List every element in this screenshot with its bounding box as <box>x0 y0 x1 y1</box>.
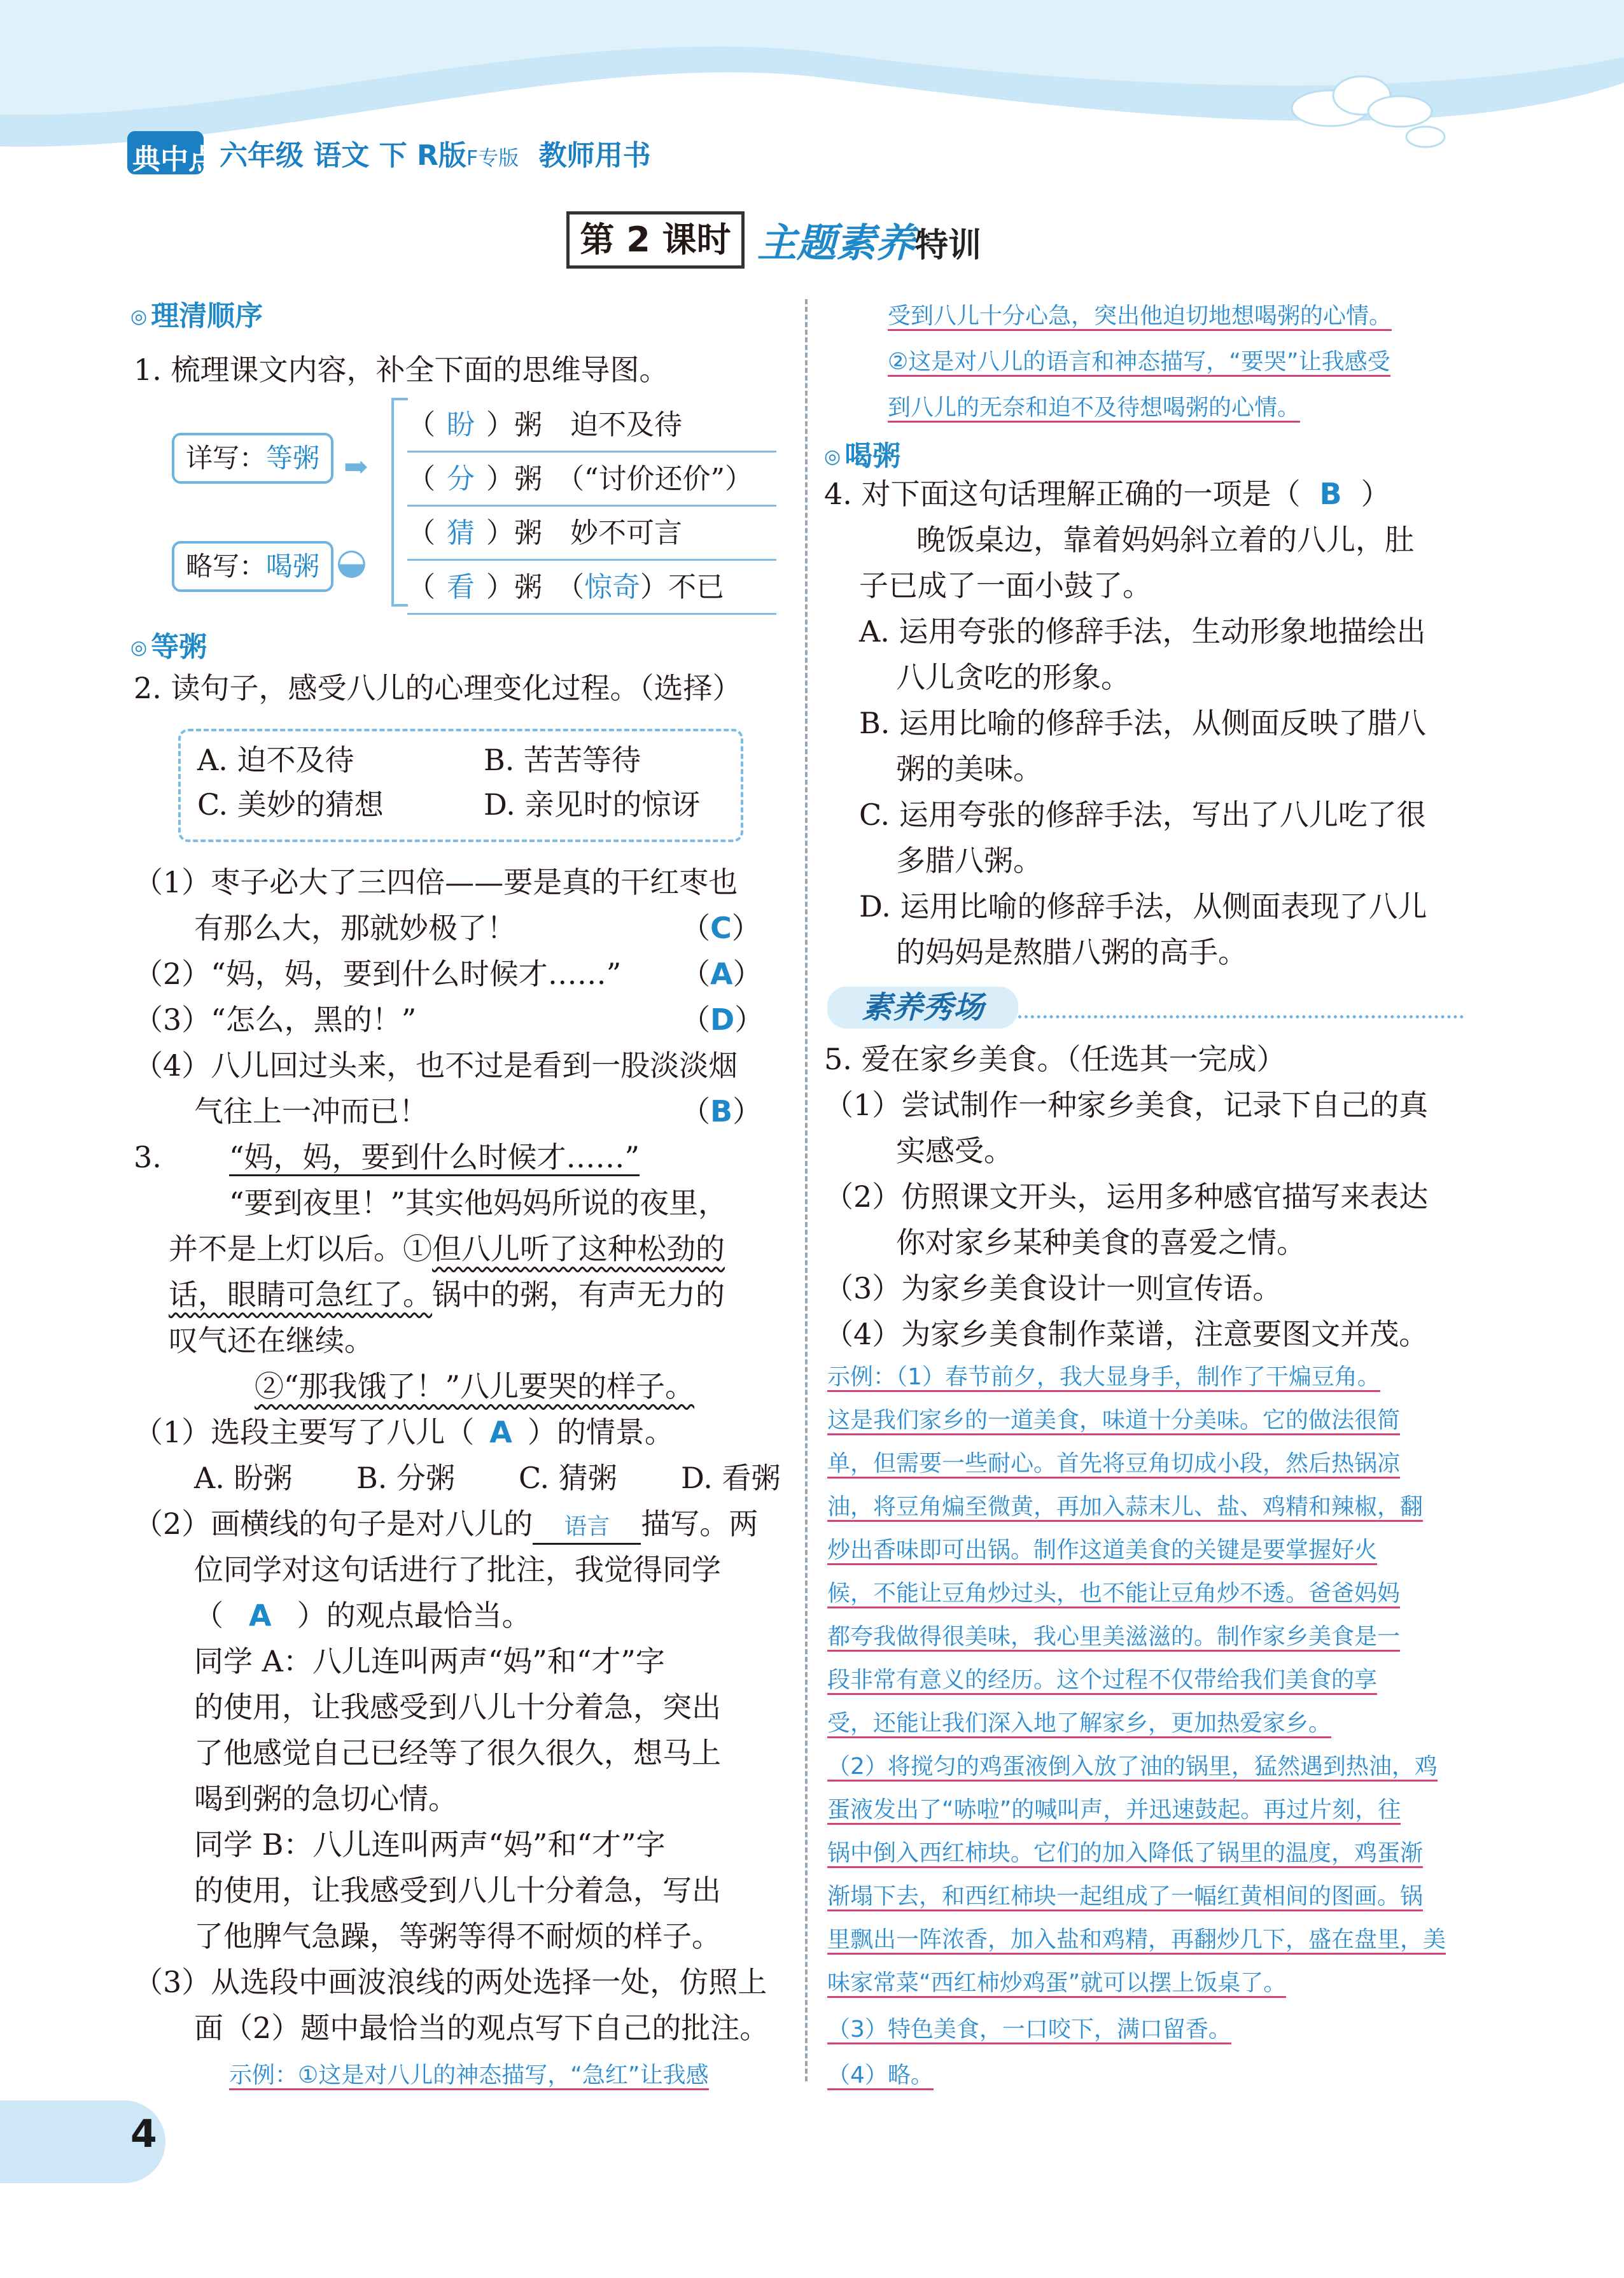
brand-logo-text: 典中点 <box>132 143 216 176</box>
mindmap-answer: 猜 <box>447 517 475 549</box>
mindmap-answer: 盼 <box>447 409 475 441</box>
banner-dotted-line <box>1018 1015 1464 1018</box>
handwritten-answer: 炒出香味即可出锅。制作这道美食的关键是要掌握好火 <box>827 1532 1377 1564</box>
student-comment-b: 同学 B：八儿连叫两声“妈”和“才”字 <box>194 1827 666 1862</box>
student-comment-a: 的使用，让我感受到八儿十分着急，突出 <box>194 1690 721 1724</box>
option: B. 分粥 <box>356 1461 456 1495</box>
q3-sub3: （3）从选段中画波浪线的两处选择一处，仿照上 <box>134 1965 767 1999</box>
handwritten-answer: 锅中倒入西红柿块。它们的加入降低了锅里的温度，鸡蛋渐 <box>827 1835 1423 1867</box>
option: A. 盼粥 <box>194 1461 293 1495</box>
mindmap-brief-answer: 喝粥 <box>266 551 320 582</box>
mindmap-detail-label: 详写： <box>186 442 267 474</box>
q3-sub1: （1）选段主要写了八儿（ A ）的情景。 <box>134 1415 674 1449</box>
answer-paren: （C） <box>681 911 761 945</box>
mindmap-detail-box <box>172 433 333 484</box>
handwritten-answer: 段非常有意义的经历。这个过程不仅带给我们美食的享 <box>827 1662 1377 1694</box>
q3-sub3-cont: 面（2）题中最恰当的观点写下自己的批注。 <box>194 2011 769 2045</box>
q3-sub2: （2）画横线的句子是对八儿的 语言 描写。两 <box>134 1501 758 1547</box>
option: D. 亲见时的惊讶 <box>484 787 701 822</box>
option: 粥的美味。 <box>896 752 1042 786</box>
passage-line: 并不是上灯以后。①但八儿听了这种松劲的 <box>169 1232 725 1266</box>
handwritten-answer: （4）略。 <box>827 2057 934 2090</box>
handwritten-answer: 示例：（1）春节前夕，我大显身手，制作了干煸豆角。 <box>827 1359 1380 1391</box>
q3-sub2-cont: 位同学对这句话进行了批注，我觉得同学 <box>194 1552 721 1587</box>
q2-item-cont: 有那么大，那就妙极了！ <box>194 911 516 945</box>
mindmap-brief-label: 略写： <box>186 551 267 582</box>
q5-item-cont: 实感受。 <box>896 1134 1013 1168</box>
option: 多腊八粥。 <box>896 843 1042 878</box>
option: 八儿贪吃的形象。 <box>896 660 1130 694</box>
q5-item: （2）仿照课文开头，运用多种感官描写来表达 <box>824 1179 1429 1214</box>
handwritten-answer: 受到八儿十分心急，突出他迫切地想喝粥的心情。 <box>888 298 1392 330</box>
student-comment-a: 喝到粥的急切心情。 <box>194 1782 458 1816</box>
grade: 六年级 <box>220 139 304 172</box>
q2-item-cont: 气往上一冲而已！ <box>194 1094 428 1128</box>
handwritten-answer: 渐塌下去，和西红柿块一起组成了一幅红黄相间的图画。锅 <box>827 1878 1423 1911</box>
handwritten-answer: 味家常菜“西红柿炒鸡蛋”就可以摆上饭桌了。 <box>827 1965 1286 1997</box>
answer-paren: （B） <box>681 1094 762 1128</box>
mindmap-answer: 分 <box>447 463 475 495</box>
mindmap-bracket <box>391 398 408 607</box>
section-heading-order: ◎ 理清顺序 <box>130 293 263 334</box>
passage-line: ②“那我饿了！”八儿要哭的样子。 <box>255 1369 695 1403</box>
q5-item: （4）为家乡美食制作菜谱，注意要图文并茂。 <box>824 1317 1429 1351</box>
bowl-icon: ◒ <box>336 541 367 582</box>
edition: R版 <box>416 139 466 172</box>
passage-line: “要到夜里！”其实他妈妈所说的夜里， <box>229 1186 728 1220</box>
q5-item: （1）尝试制作一种家乡美食，记录下自己的真 <box>824 1088 1429 1122</box>
mindmap-answer: 惊奇 <box>584 571 640 603</box>
handwritten-answer: 候，不能让豆角炒过头，也不能让豆角炒不透。爸爸妈妈 <box>827 1575 1400 1608</box>
question-1: 1. 梳理课文内容，补全下面的思维导图。 <box>134 353 669 387</box>
q3-sub2-cont: （ A ）的观点最恰当。 <box>194 1598 531 1633</box>
page-number: 4 <box>130 2112 157 2156</box>
handwritten-answer: 单，但需要一些耐心。首先将豆角切成小段，然后热锅凉 <box>827 1445 1400 1478</box>
lesson-title-main: 主题素养 <box>757 220 916 266</box>
book-type: 教师用书 <box>538 139 651 172</box>
lesson-number: 第 2 课时 <box>566 211 745 269</box>
student-comment-a: 同学 A：八儿连叫两声“妈”和“才”字 <box>194 1644 665 1678</box>
option: B. 苦苦等待 <box>484 743 641 777</box>
mindmap-detail-answer: 等粥 <box>266 442 320 474</box>
option: D. 运用比喻的修辞手法，从侧面表现了八儿 <box>859 889 1427 924</box>
passage-line: 子已成了一面小鼓了。 <box>859 568 1152 603</box>
q2-item: （1）枣子必大了三四倍——要是真的干红枣也 <box>134 865 738 899</box>
handwritten-answer: 都夸我做得很美味，我心里美滋滋的。制作家乡美食是一 <box>827 1619 1400 1651</box>
question-4: 4. 对下面这句话理解正确的一项是（ B ） <box>824 477 1390 511</box>
mindmap-brief-box <box>172 541 333 592</box>
handwritten-answer: 示例：①这是对八儿的神态描写，“急红”让我感 <box>229 2057 709 2090</box>
option: C. 运用夸张的修辞手法，写出了八儿吃了很 <box>859 798 1426 832</box>
q5-item: （3）为家乡美食设计一则宣传语。 <box>824 1271 1282 1305</box>
subject: 语文 <box>313 139 370 172</box>
section-heading-drink: ◎ 喝粥 <box>824 433 900 474</box>
option: A. 运用夸张的修辞手法，生动形象地描绘出 <box>859 614 1426 649</box>
special-edition: F专版 <box>466 146 519 170</box>
column-divider <box>805 299 808 2081</box>
handwritten-answer: 到八儿的无奈和迫不及待想喝粥的心情。 <box>888 390 1300 422</box>
student-comment-b: 的使用，让我感受到八儿十分着急，写出 <box>194 1873 721 1908</box>
option: A. 迫不及待 <box>197 743 354 777</box>
question-3-number: 3. <box>134 1140 162 1174</box>
q2-item: （4）八儿回过头来，也不过是看到一股淡淡烟 <box>134 1048 738 1083</box>
lesson-title <box>566 211 1050 269</box>
lesson-title-suffix: 特训 <box>915 227 982 265</box>
option: D. 看粥 <box>681 1461 781 1495</box>
option: C. 猜粥 <box>519 1461 617 1495</box>
mindmap-row: （ 分 ）粥 （“讨价还价”） <box>407 454 776 507</box>
handwritten-answer: （3）特色美食，一口咬下，满口留香。 <box>827 2011 1231 2044</box>
mindmap-row: （ 看 ）粥 （惊奇）不已 <box>407 562 776 615</box>
option: 的妈妈是熬腊八粥的高手。 <box>896 935 1247 969</box>
book-header <box>220 132 651 173</box>
option: C. 美妙的猜想 <box>197 787 384 822</box>
passage-line: “妈，妈，要到什么时候才……” <box>229 1134 640 1180</box>
q5-item-cont: 你对家乡某种美食的喜爱之情。 <box>896 1225 1306 1260</box>
handwritten-answer: 这是我们家乡的一道美食，味道十分美味。它的做法很简 <box>827 1402 1400 1435</box>
handwritten-answer: （2）将搅匀的鸡蛋液倒入放了油的锅里，猛然遇到热油，鸡 <box>827 1748 1438 1781</box>
q2-item: （2）“妈，妈，要到什么时候才……” <box>134 957 622 991</box>
arrow-right-icon: ➡ <box>344 449 368 484</box>
question-2: 2. 读句子，感受八儿的心理变化过程。（选择） <box>134 671 742 705</box>
handwritten-answer: 油，将豆角煸至微黄，再加入蒜末儿、盐、鸡精和辣椒，翻 <box>827 1489 1423 1521</box>
student-comment-b: 了他脾气急躁，等粥等得不耐烦的样子。 <box>194 1919 721 1953</box>
section-banner: 素养秀场 <box>827 987 1018 1029</box>
student-comment-a: 了他感觉自己已经等了很久很久，想马上 <box>194 1736 721 1770</box>
handwritten-answer: ②这是对八儿的语言和神态描写，“要哭”让我感受 <box>888 344 1390 376</box>
passage-line: 叹气还在继续。 <box>169 1323 374 1358</box>
option: B. 运用比喻的修辞手法，从侧面反映了腊八 <box>859 706 1427 740</box>
handwritten-answer: 受，还能让我们深入地了解家乡，更加热爱家乡。 <box>827 1705 1331 1738</box>
mindmap-row: （ 猜 ）粥 妙不可言 <box>407 508 776 561</box>
mindmap-row: （ 盼 ）粥 迫不及待 <box>407 400 776 453</box>
question-5: 5. 爱在家乡美食。（任选其一完成） <box>824 1042 1286 1076</box>
passage-line: 话，眼睛可急红了。锅中的粥，有声无力的 <box>169 1277 725 1312</box>
handwritten-answer: 里飘出一阵浓香，加入盐和鸡精，再翻炒几下，盛在盘里，美 <box>827 1922 1446 1954</box>
answer-paren: （D） <box>681 1002 764 1037</box>
mindmap-answer: 看 <box>447 571 475 603</box>
q2-item: （3）“怎么，黑的！” <box>134 1002 417 1037</box>
handwritten-answer: 蛋液发出了“哧啦”的喊叫声，并迅速鼓起。再过片刻，往 <box>827 1792 1401 1824</box>
brand-logo <box>127 127 216 178</box>
volume: 下 <box>379 139 407 172</box>
section-heading-wait: ◎ 等粥 <box>130 624 207 664</box>
passage-line: 晚饭桌边，靠着妈妈斜立着的八儿，肚 <box>916 523 1414 557</box>
answer-paren: （A） <box>681 957 762 991</box>
